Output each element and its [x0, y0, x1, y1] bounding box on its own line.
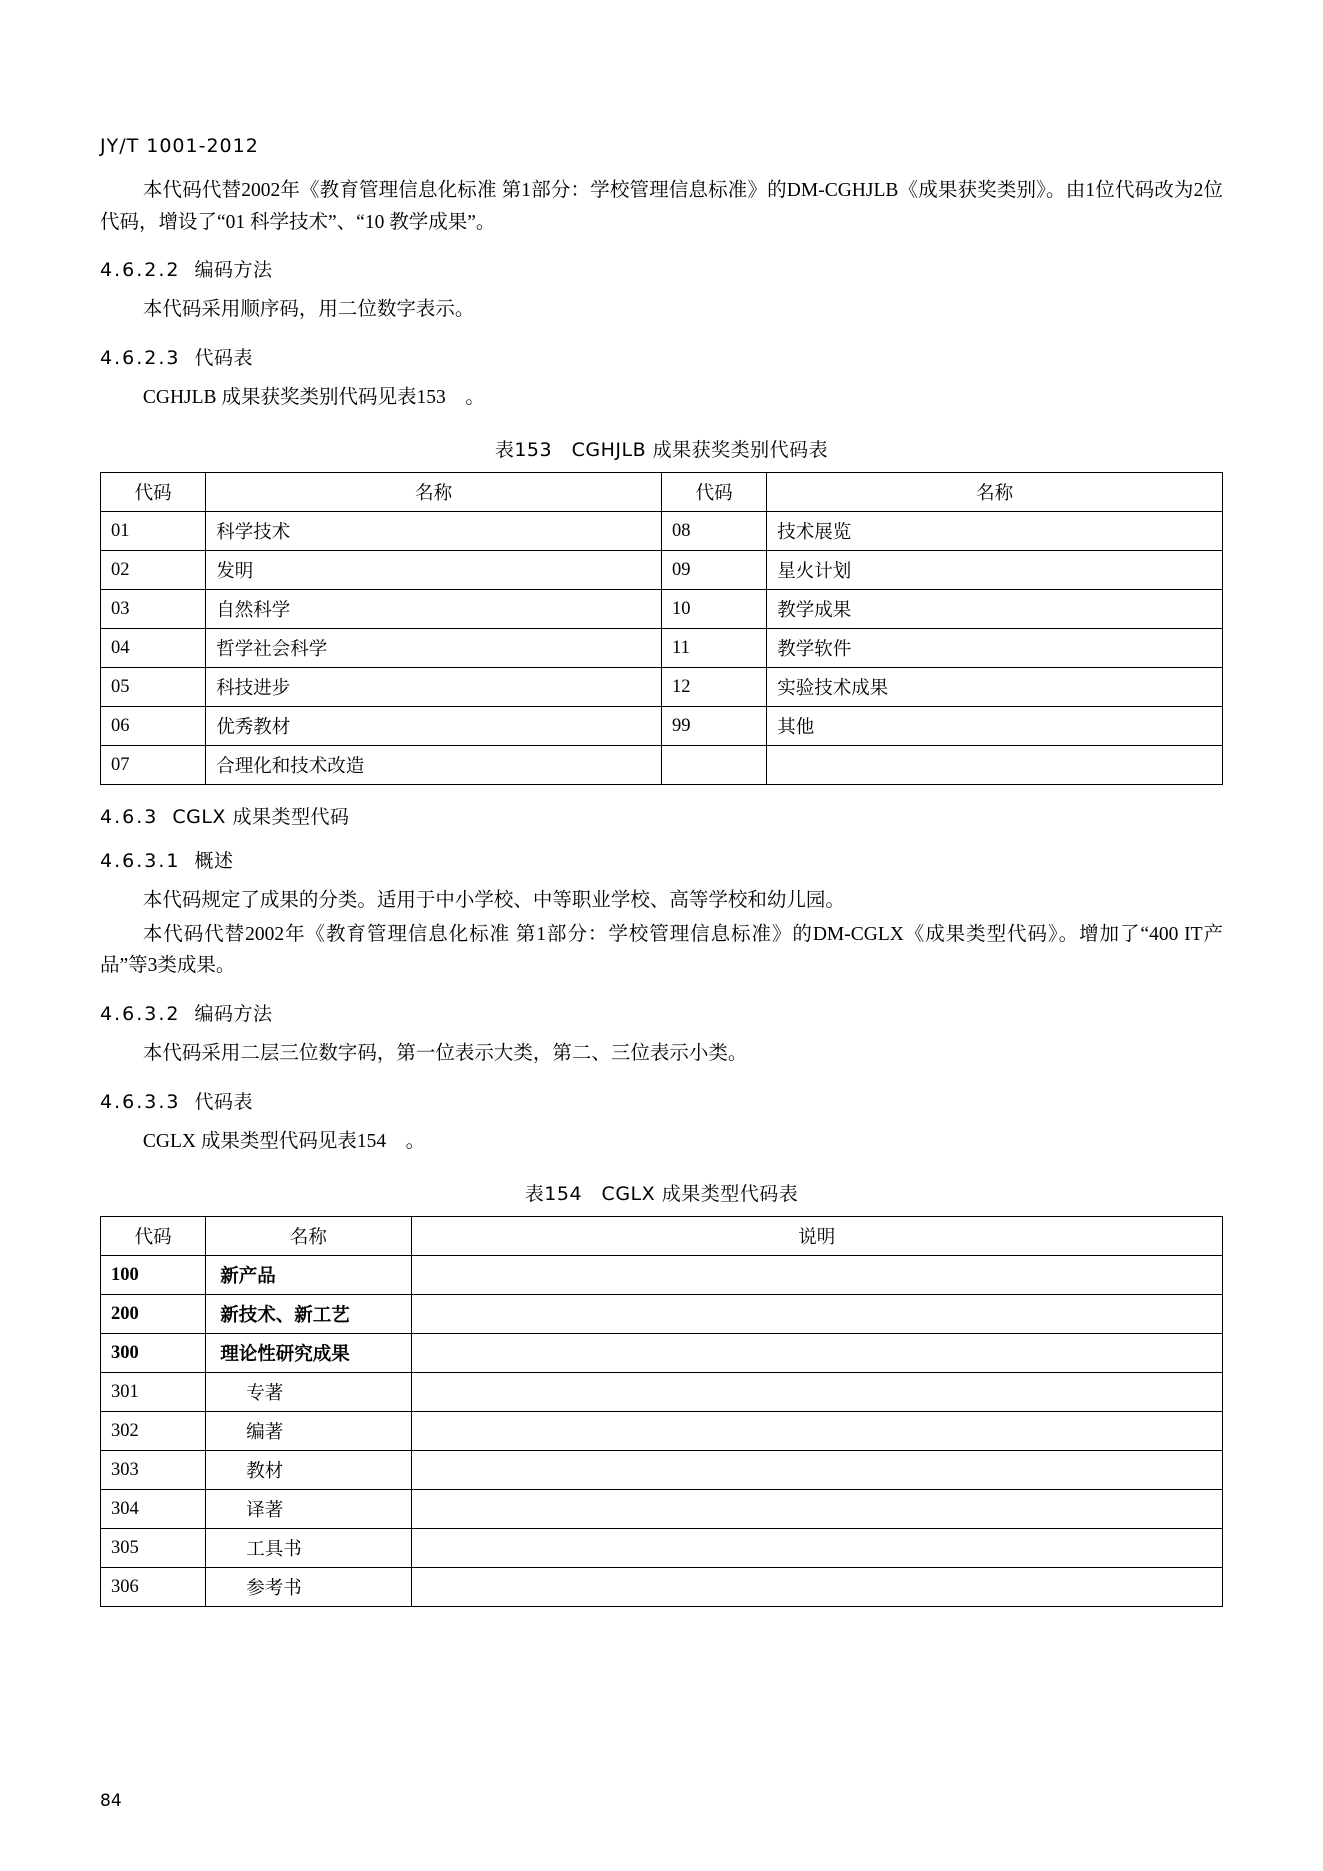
section-heading-4632 — [100, 999, 1223, 1026]
cell-name: 优秀教材 — [206, 707, 662, 746]
cell-code: 10 — [662, 590, 767, 629]
cell-name: 新产品 — [206, 1256, 411, 1295]
cell-name: 其他 — [767, 707, 1223, 746]
table-row — [101, 746, 1223, 785]
table-row — [101, 1256, 1223, 1295]
cell-name: 发明 — [206, 551, 662, 590]
cell-code: 07 — [101, 746, 206, 785]
section-title: 编码方法 — [194, 259, 273, 282]
cell-code: 11 — [662, 629, 767, 668]
column-header: 说明 — [411, 1217, 1222, 1256]
paragraph-4631-b: 本代码代替2002年《教育管理信息化标准 第1部分：学校管理信息标准》的DM-CGLX《成果类型代码》。增加了“400 IT产品”等3类成果。 — [100, 923, 1223, 977]
cell-name: 科学技术 — [206, 512, 662, 551]
cell-name: 译著 — [206, 1490, 411, 1529]
cell-name: 工具书 — [206, 1529, 411, 1568]
cell-code: 301 — [101, 1373, 206, 1412]
cell-name: 科技进步 — [206, 668, 662, 707]
cell-note — [411, 1334, 1222, 1373]
cell-code: 99 — [662, 707, 767, 746]
cell-code: 01 — [101, 512, 206, 551]
cell-name: 教学软件 — [767, 629, 1223, 668]
cell-code: 04 — [101, 629, 206, 668]
table-row — [101, 1334, 1223, 1373]
cell-code: 06 — [101, 707, 206, 746]
table-row — [101, 629, 1223, 668]
column-header: 名称 — [206, 473, 662, 512]
cell-code: 302 — [101, 1412, 206, 1451]
cell-name: 参考书 — [206, 1568, 411, 1607]
cell-note — [411, 1256, 1222, 1295]
column-header: 代码 — [101, 473, 206, 512]
cell-note — [411, 1568, 1222, 1607]
page-header: JY/T 1001-2012 — [100, 135, 259, 157]
cell-note — [411, 1490, 1222, 1529]
cell-note — [411, 1295, 1222, 1334]
cell-name: 实验技术成果 — [767, 668, 1223, 707]
table-row — [101, 1412, 1223, 1451]
cell-code: 305 — [101, 1529, 206, 1568]
cell-code: 09 — [662, 551, 767, 590]
section-heading-4631 — [100, 846, 1223, 873]
cell-code: 304 — [101, 1490, 206, 1529]
paragraph-4623: CGHJLB 成果获奖类别代码见表153 。 — [142, 386, 485, 408]
section-title: CGLX 成果类型代码 — [172, 806, 350, 829]
table-row — [101, 1373, 1223, 1412]
section-heading-4622 — [100, 255, 1223, 282]
section-number: 4.6.3.2 — [100, 1003, 181, 1026]
table-header-row — [101, 473, 1223, 512]
column-header: 名称 — [767, 473, 1223, 512]
section-title: 概述 — [194, 850, 234, 873]
table-row — [101, 668, 1223, 707]
section-number: 4.6.2.2 — [100, 259, 181, 282]
section-title: 代码表 — [194, 1090, 253, 1113]
table-153 — [100, 472, 1223, 785]
cell-name: 星火计划 — [767, 551, 1223, 590]
section-number: 4.6.3.1 — [100, 850, 181, 873]
section-heading-4623 — [100, 343, 1223, 370]
cell-name: 新技术、新工艺 — [206, 1295, 411, 1334]
table-row — [101, 590, 1223, 629]
section-heading-4633 — [100, 1087, 1223, 1114]
cell-name: 教材 — [206, 1451, 411, 1490]
cell-note — [411, 1373, 1222, 1412]
section-number: 4.6.2.3 — [100, 346, 181, 369]
section-number: 4.6.3 — [100, 806, 159, 829]
section-title: 编码方法 — [194, 1003, 273, 1026]
cell-code: 303 — [101, 1451, 206, 1490]
cell-code: 03 — [101, 590, 206, 629]
cell-name: 编著 — [206, 1412, 411, 1451]
paragraph-4633: CGLX 成果类型代码见表154 。 — [142, 1130, 426, 1152]
paragraph-intro: 本代码代替2002年《教育管理信息化标准 第1部分：学校管理信息标准》的DM-CGHJLB《成果获奖类别》。由1位代码改为2位代码，增设了“01 科学技术”、“10 教学成果”。 — [100, 180, 1223, 233]
cell-note — [411, 1412, 1222, 1451]
table-row — [101, 1490, 1223, 1529]
section-title: 代码表 — [194, 346, 253, 369]
table-row — [101, 1295, 1223, 1334]
paragraph-4622: 本代码采用顺序码，用二位数字表示。 — [142, 299, 475, 321]
column-header: 代码 — [662, 473, 767, 512]
cell-name: 自然科学 — [206, 590, 662, 629]
cell-code: 02 — [101, 551, 206, 590]
page-number: 84 — [100, 1791, 122, 1811]
cell-name: 合理化和技术改造 — [206, 746, 662, 785]
cell-name — [767, 746, 1223, 785]
cell-name: 哲学社会科学 — [206, 629, 662, 668]
table-row — [101, 1451, 1223, 1490]
table-header-row — [101, 1217, 1223, 1256]
table-row — [101, 551, 1223, 590]
cell-name: 专著 — [206, 1373, 411, 1412]
cell-code: 08 — [662, 512, 767, 551]
cell-note — [411, 1529, 1222, 1568]
cell-note — [411, 1451, 1222, 1490]
cell-name: 理论性研究成果 — [206, 1334, 411, 1373]
cell-code — [662, 746, 767, 785]
section-heading-463 — [100, 802, 1223, 829]
cell-code: 300 — [101, 1334, 206, 1373]
section-number: 4.6.3.3 — [100, 1090, 181, 1113]
column-header: 代码 — [101, 1217, 206, 1256]
cell-name: 技术展览 — [767, 512, 1223, 551]
cell-code: 200 — [101, 1295, 206, 1334]
cell-code: 306 — [101, 1568, 206, 1607]
table-154-caption: 表154 CGLX 成果类型代码表 — [524, 1183, 799, 1206]
table-154 — [100, 1216, 1223, 1607]
cell-code: 05 — [101, 668, 206, 707]
paragraph-4631-a: 本代码规定了成果的分类。适用于中小学校、中等职业学校、高等学校和幼儿园。 — [142, 890, 845, 912]
table-row — [101, 707, 1223, 746]
cell-code: 100 — [101, 1256, 206, 1295]
table-row — [101, 1529, 1223, 1568]
paragraph-4632: 本代码采用二层三位数字码，第一位表示大类，第二、三位表示小类。 — [142, 1043, 748, 1065]
cell-name: 教学成果 — [767, 590, 1223, 629]
table-row — [101, 512, 1223, 551]
column-header: 名称 — [206, 1217, 411, 1256]
table-153-caption: 表153 CGHJLB 成果获奖类别代码表 — [494, 439, 829, 462]
table-row — [101, 1568, 1223, 1607]
cell-code: 12 — [662, 668, 767, 707]
